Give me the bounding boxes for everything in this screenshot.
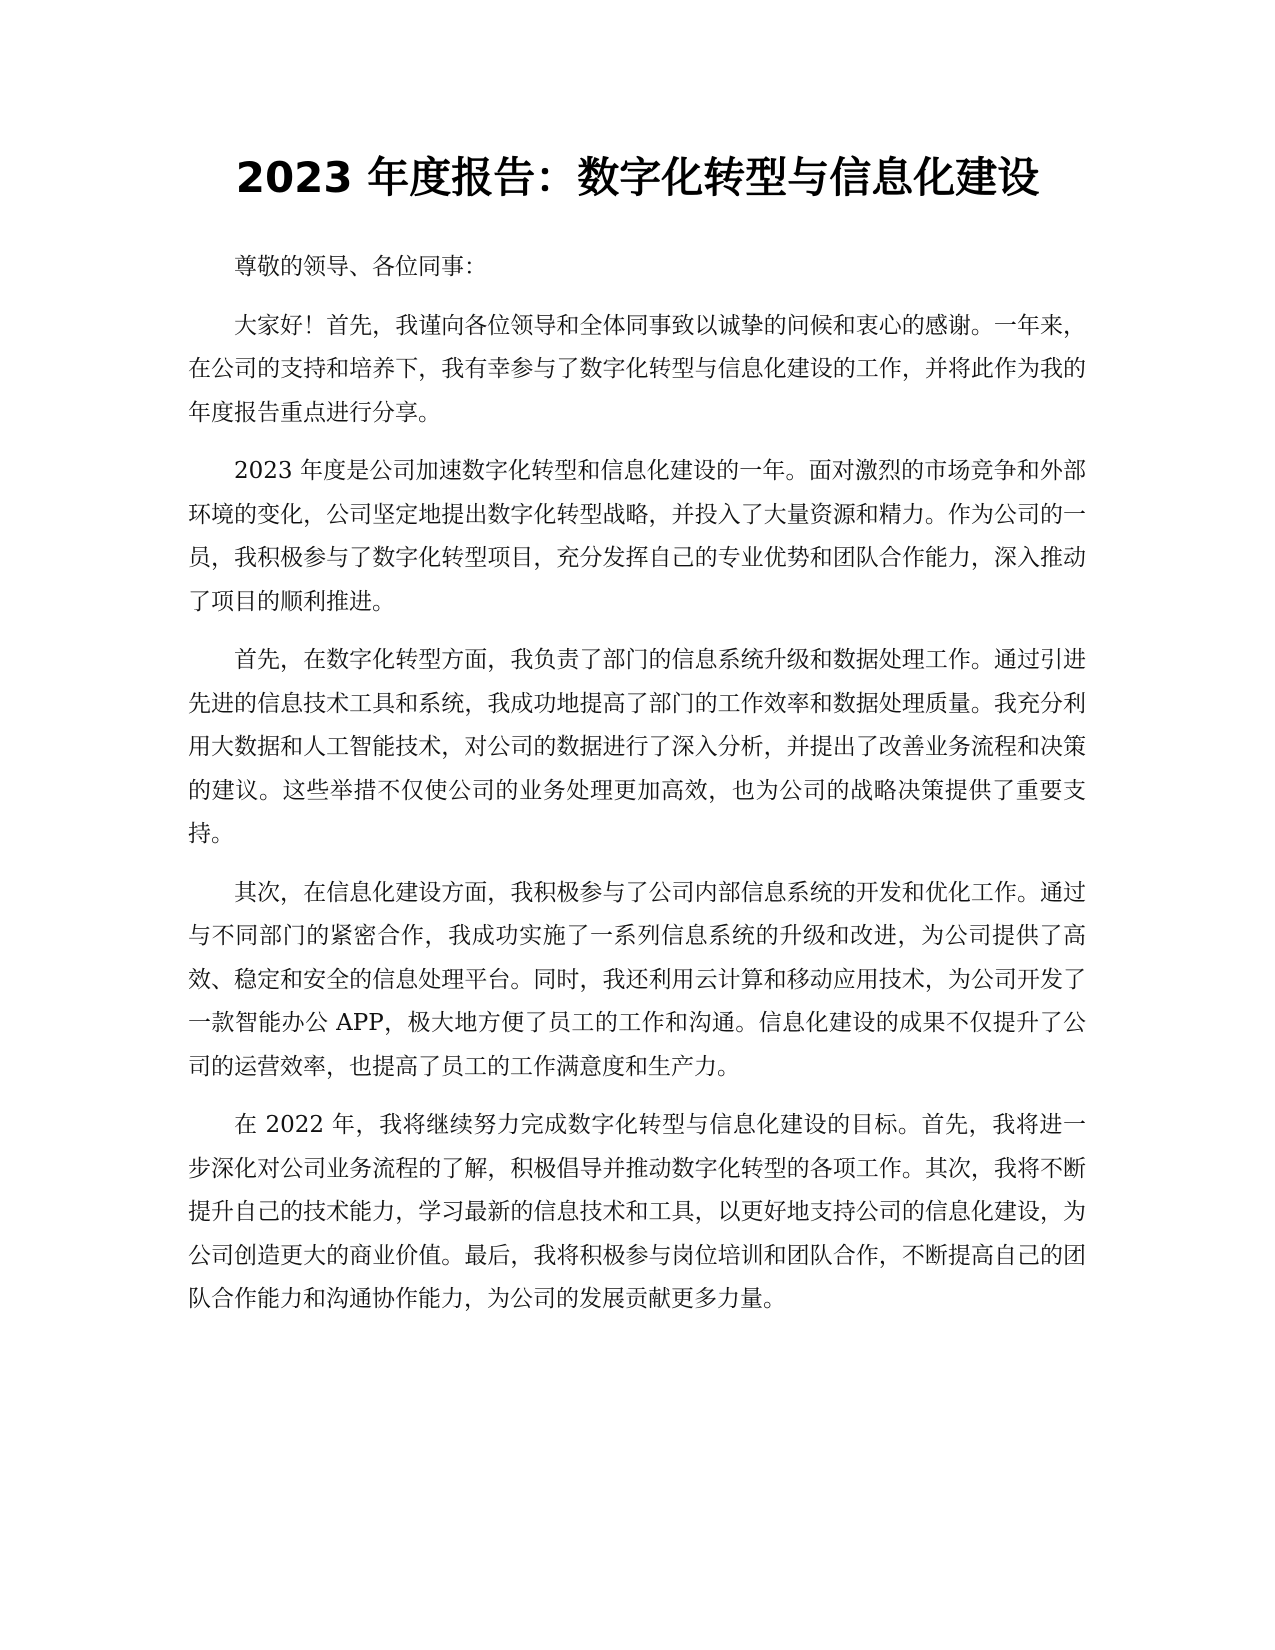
body-paragraph: 大家好！首先，我谨向各位领导和全体同事致以诚挚的问候和衷心的感谢。一年来，在公司的支持和培养下，我有幸参与了数字化转型与信息化建设的工作，并将此作为我的年度报告重点进行分享。 [188,312,1086,426]
document-body [188,246,1086,1337]
body-paragraph: 在 2022 年，我将继续努力完成数字化转型与信息化建设的目标。首先，我将进一步深化对公司业务流程的了解，积极倡导并推动数字化转型的各项工作。其次，我将不断提升自己的技术能力，学习最新的信息技术和工具，以更好地支持公司的信息化建设，为公司创造更大的商业价值。最后，我将积极参与岗位培训和团队合作，不断提高自己的团队合作能力和沟通协作能力，为公司的发展贡献更多力量。 [188,1112,1086,1312]
body-paragraph: 首先，在数字化转型方面，我负责了部门的信息系统升级和数据处理工作。通过引进先进的信息技术工具和系统，我成功地提高了部门的工作效率和数据处理质量。我充分利用大数据和人工智能技术，对公司的数据进行了深入分析，并提出了改善业务流程和决策的建议。这些举措不仅使公司的业务处理更加高效，也为公司的战略决策提供了重要支持。 [188,647,1086,847]
salutation-paragraph: 尊敬的领导、各位同事： [234,254,487,280]
document-title: 2023 年度报告：数字化转型与信息化建设 [235,153,1040,202]
body-paragraph: 2023 年度是公司加速数字化转型和信息化建设的一年。面对激烈的市场竞争和外部环境的变化，公司坚定地提出数字化转型战略，并投入了大量资源和精力。作为公司的一员，我积极参与了数字化转型项目，充分发挥自己的专业优势和团队合作能力，深入推动了项目的顺利推进。 [188,458,1086,615]
body-paragraph: 其次，在信息化建设方面，我积极参与了公司内部信息系统的开发和优化工作。通过与不同部门的紧密合作，我成功实施了一系列信息系统的升级和改进，为公司提供了高效、稳定和安全的信息处理平台。同时，我还利用云计算和移动应用技术，为公司开发了一款智能办公 APP，极大地方便了员工的工作和沟通。信息化建设的成果不仅提升了公司的运营效率，也提高了员工的工作满意度和生产力。 [188,879,1086,1080]
